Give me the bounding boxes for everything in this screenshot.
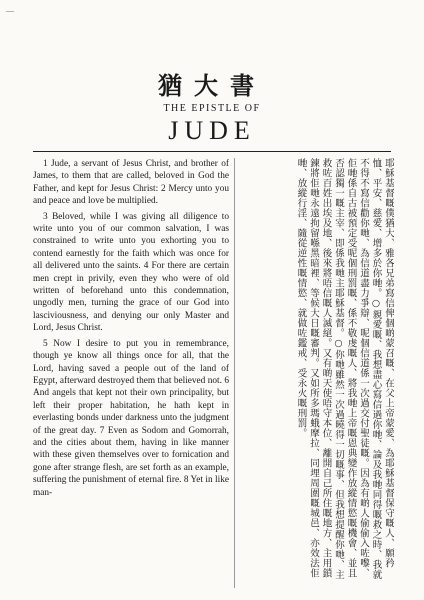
cjk-book-title: 猶大書 bbox=[158, 72, 266, 100]
english-paragraph: 1 Jude, a servant of Jesus Christ, and brother of James, to them that are called, beloved in God the Father, and kept for Jesus Christ: 2 Mercy unto you and peace and love be multiplied. bbox=[33, 159, 229, 207]
column-divider bbox=[234, 158, 235, 588]
chinese-column: 耶穌基督嘅僕猶大、雅各兄弟寫信俾個啲蒙召嘅、在父上帝蒙愛、為耶穌基督保守嘅人、願矜恤、平安、慈愛、增多於你哋。○親愛嘅、我想盡心寫信過你哋、論及我哋同得嘅救之時、我就不得不寫信勸你哋、為信道盡力爭辯、呢個信道係一次過交付聖徒嘅。因為有啲人偷偷入咗嚟、佢哋係自古被預定受呢個刑罰嘅、係不敬虔嘅人、將我哋上帝嘅恩典變作放縱情慾嘅機會、並且否認獨一嘅主宰、即係我哋主耶穌基督。○你哋雖然一次過曉得一切嘅事、但我想提醒你哋、主救咗百姓出埃及地、後來將唔信嘅人滅絕。又有啲天使唔守本位、離開自己所住嘅地方、主用鎖鍊將佢哋永遠拘留喺黑暗裡、等候大日嘅審判。又如所多瑪蛾摩拉、同埋周圍嘅城邑、亦效法佢哋、放縱行淫、隨從逆性嘅情慾、就做咗鑑戒、受永火嘅刑罰。 bbox=[295, 158, 394, 580]
page-number: — bbox=[6, 6, 14, 15]
english-paragraph: 3 Beloved, while I was giving all diligence to write unto you of our common salvation, I was constrained to write unto you exhorting you to contend earnestly for the faith which was once for all delivered unto the saints. 4 For there are certain men crept in privily, even they who were of old written of beforehand unto this condemnation, ungodly men, turning the grace of our God into lasciviousness, and denying our only Master and Lord, Jesus Christ. bbox=[33, 211, 229, 334]
book-title: JUDE bbox=[168, 116, 256, 145]
english-paragraph: 5 Now I desire to put you in remembrance, though ye know all things once for all, that the Lord, having saved a people out of the land of Egypt, afterward destroyed them that believed not. 6 And angels that kept not their own principality, but left their proper habitation, he hath kept in everlasting bonds under darkness unto the judgment of the great day. 7 Even as Sodom and Gomorrah, and the cities about them, having in like manner with these given themselves over to fornication and gone after strange flesh, are set forth as an example, suffering the punishment of eternal fire. 8 Yet in like man- bbox=[33, 338, 229, 498]
epistle-label: THE EPISTLE OF bbox=[163, 103, 261, 114]
english-column bbox=[33, 158, 229, 590]
header-rule bbox=[33, 151, 391, 152]
